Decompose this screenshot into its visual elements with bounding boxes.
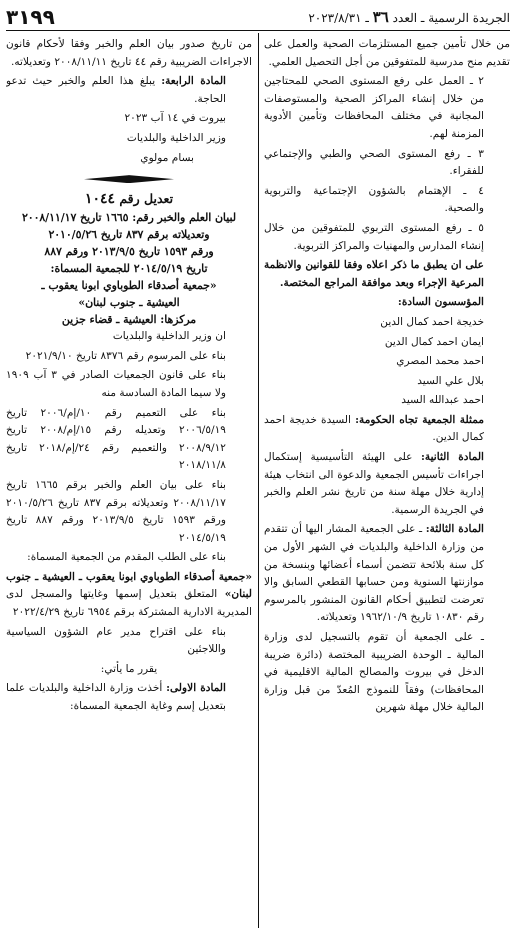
paragraph: ٢ ـ العمل على رفع المستوى الصحي للمحتاجين من خلال إنشاء المراكز الصحية والمستوصفات المجانية في مختلف المحافظات وتأمين الأدوية المزمنة لهم. [264, 75, 484, 140]
recital: بناء على اقتراح مدير عام الشؤون السياسية واللاجئين [6, 625, 226, 656]
recital: بناء على قانون الجمعيات الصادر في ٣ آب ١٩٠٩ ولا سيما المادة السادسة منه [6, 369, 226, 399]
paragraph: ٣ ـ رفع المستوى الصحي والطبي والإجتماعي للفقراء. [264, 147, 484, 178]
article-1 [6, 680, 252, 715]
title-line: وتعديلاته برقم ٨٣٧ تاريخ ٢٠١٠/٥/٢٦ [48, 228, 210, 242]
column-divider [258, 33, 259, 928]
title-line: لبيان العلم والخبر رقم: ١٦٦٥ تاريخ ٢٠٠٨/١١/١٧ [21, 211, 237, 225]
article-2-text: على الهيئة التأسيسية إستكمال اجراءات تأسيس الجمعية والدعوة الى انتخاب هيئة إدارية خلال مهلة سنة من تاريخ نشر العلم والخبر في الجريدة الرسمية. [264, 451, 484, 516]
recital: بناء على بيان العلم والخبر برقم ١٦٦٥ تاريخ ٢٠٠٨/١١/١٧ وتعديلاته برقم ٨٣٧ تاريخ ٢٠١٠/٥/٢٦ ورقم ١٥٩٣ تاريخ ٢٠١٣/٩/٥ ورقم ٨٨٧ تاريخ ٢٠١٤/٥/١٩ [6, 478, 226, 544]
headquarters: مركزها: العيشية ـ قضاء جزين [61, 313, 197, 327]
article-1-label: المادة الاولى: [166, 682, 226, 695]
right-column [264, 36, 510, 928]
bold-paragraph: على ان يطبق ما ذكر اعلاه وفقا للقوانين والانظمة المرعية الإجراء وبعد موافقة المراجع المختصة. [264, 259, 484, 289]
article-1-text: أخذت وزارة الداخلية والبلديات علما بتعديل إسم وغاية الجمعية المسماة: [6, 682, 226, 713]
minister-name: بسام مولوي [140, 151, 194, 164]
paragraph: ٥ ـ رفع المستوى التربوي للمتفوقين من خلال إنشاء المدارس والمهنيات والمراكز التربوية. [264, 221, 484, 252]
association-name: «جمعية أصدقاء الطوباوي ابونا يعقوب ـ العيشية ـ جنوب لبنان» [6, 570, 252, 601]
title-line: ورقم ١٥٩٣ تاريخ ٢٠١٣/٩/٥ ورقم ٨٨٧ [44, 245, 214, 259]
paragraph: من تاريخ صدور بيان العلم والخبر وفقا لأحكام قانون الاجراءات الضريبية رقم ٤٤ تاريخ ٢٠٠٨/١١/١١ وتعديلاته. [6, 38, 252, 68]
recital: بناء على التعميم رقم ١٠/إم/٢٠٠٦ تاريخ ٢٠٠٦/٥/١٩ وتعديله رقم ١٥/إم/٢٠٠٨ تاريخ ٢٠٠٨/٩/١٢ والتعميم رقم ٢٤/إم/٢٠١٨ تاريخ ٢٠١٨/١١/٨ [6, 406, 226, 472]
header-rule [6, 30, 510, 31]
page-header [6, 4, 510, 30]
article-3-text: ـ على الجمعية المشار اليها أن تتقدم من وزارة الداخلية والبلديات في الشهر الأول من كل سنة بلائحة تتضمن أسماء أعضائها وبنسخة من موازنتها السنوية ومن حسابها القطعي السابق والا تعرضت لتطبيق أحكام القانون المنشور بالمرسوم رقم ١٠٨٣٠ تاريخ ١٩٦٢/١٠/٩ وتعديلاته. [264, 523, 484, 624]
article-2-label: المادة الثانية: [420, 451, 484, 464]
recital-continued [6, 569, 252, 622]
journal-name: الجريدة الرسمية ـ العدد [392, 11, 510, 25]
founder-name: خديجة احمد كمال الدين [380, 315, 484, 328]
representative-label: ممثلة الجمعية تجاه الحكومة: [355, 413, 484, 426]
recital: بناء على المرسوم رقم ٨٣٧٦ تاريخ ٢٠٢١/٩/١٠ [25, 349, 226, 362]
left-column [6, 36, 252, 928]
recital: بناء على الطلب المقدم من الجمعية المسماة: [27, 551, 226, 564]
paragraph: من خلال تأمين جميع المستلزمات الصحية والعمل على تقديم منح مدرسية للمتفوقين من أجل التحصيل العلمي. [264, 38, 510, 68]
article-4-text: يبلغ هذا العلم والخبر حيث تدعو الحاجة. [6, 75, 226, 105]
separator-ornament [84, 175, 174, 183]
article-3 [264, 521, 510, 627]
article-2 [264, 449, 510, 519]
decision-number: ١٠٤٤ [84, 191, 115, 208]
association-name: العيشية ـ جنوب لبنان» [78, 296, 180, 310]
issue-date: ـ ٢٠٢٣/٨/٣١ [308, 11, 369, 25]
page-number: ٣١٩٩ [6, 5, 55, 29]
founder-name: ايمان احمد كمال الدين [384, 335, 484, 348]
representative [264, 412, 510, 447]
decides-line: يقرر ما يأتي: [100, 662, 158, 675]
decision-title [6, 189, 252, 209]
minister-title: وزير الداخلية والبلديات [126, 131, 226, 144]
article-4 [6, 73, 252, 108]
article-3-continuation: ـ على الجمعية أن تقوم بالتسجيل لدى وزارة المالية ـ الوحدة الضريبية المختصة (دائرة ضريبة الدخل في بيروت والمصالح المالية الاقليمية في المحافظات) وفقاً للنموذج المُعدّ من قبل وزارة المالية خلال مهلة شهرين [264, 631, 484, 714]
section-separator [6, 173, 252, 185]
association-name: «جمعية أصدقاء الطوباوي ابونا يعقوب ـ [41, 279, 217, 293]
issue-number: ٣٦ [372, 8, 389, 26]
founder-name: احمد عبدالله السيد [401, 394, 484, 407]
issuer-line: ان وزير الداخلية والبلديات [112, 330, 226, 343]
recital-text: المتعلق بتعديل إسمها وغايتها والمسجل لدى المديرية الادارية المشتركة برقم ٦٩٥٤ تاريخ ٢٠٢٢/٤/٢٩ [6, 588, 252, 619]
journal-title [308, 8, 510, 26]
founder-name: احمد محمد المصري [396, 355, 484, 368]
title-line: تاريخ ٢٠١٤/٥/١٩ للجمعية المسماة: [50, 262, 208, 276]
founders-label: المؤسسون السادة: [397, 296, 484, 309]
representative-text: السيدة خديجة احمد كمال الدين. [264, 413, 484, 444]
paragraph: ٤ ـ الإهتمام بالشؤون الإجتماعية والتربوية والصحية. [264, 184, 484, 215]
founder-name: بلال علي السيد [417, 374, 484, 387]
article-3-label: المادة الثالثة: [425, 523, 484, 536]
decision-prefix: تعديل رقم [119, 191, 174, 207]
article-4-label: المادة الرابعة: [161, 75, 227, 88]
date-line: بيروت في ١٤ آب ٢٠٢٣ [124, 112, 226, 125]
